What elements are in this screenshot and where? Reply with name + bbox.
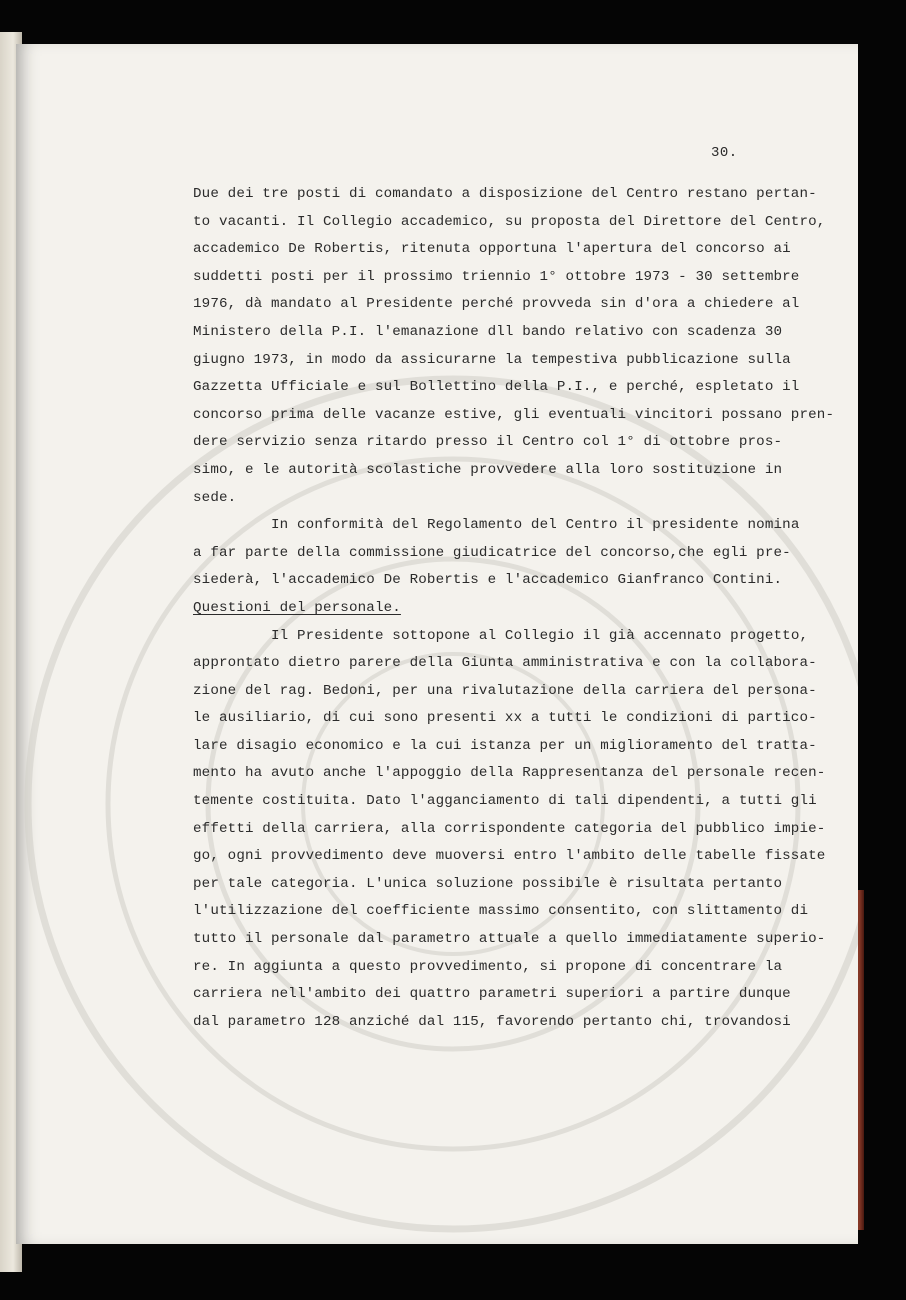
text-line: a far parte della commissione giudicatrice del concorso,che egli pre- (193, 544, 791, 561)
text-line: go, ogni provvedimento deve muoversi entro l'ambito delle tabelle fissate (193, 848, 826, 865)
text-line: tutto il personale dal parametro attuale a quello immediatamente superio- (193, 931, 826, 948)
text-line: concorso prima delle vacanze estive, gli eventuali vincitori possano pren- (193, 406, 835, 423)
text-line: dal parametro 128 anziché dal 115, favorendo pertanto chi, trovandosi (193, 1013, 791, 1030)
text-line: to vacanti. Il Collegio accademico, su proposta del Direttore del Centro, (193, 213, 826, 230)
text-line: sede. (193, 489, 237, 506)
text-line: lare disagio economico e la cui istanza per un miglioramento del tratta- (193, 737, 817, 754)
text-line: le ausiliario, di cui sono presenti xx a tutti le condizioni di partico- (193, 710, 817, 727)
text-line: giugno 1973, in modo da assicurarne la tempestiva pubblicazione sulla (193, 351, 791, 368)
text-line: In conformità del Regolamento del Centro il presidente nomina (271, 517, 800, 534)
text-line: Gazzetta Ufficiale e sul Bollettino della P.I., e perché, espletato il (193, 379, 800, 396)
text-line: l'utilizzazione del coefficiente massimo consentito, con slittamento di (193, 903, 809, 920)
text-line: approntato dietro parere della Giunta amministrativa e con la collabora- (193, 655, 817, 672)
text-line: suddetti posti per il prossimo triennio 1° ottobre 1973 - 30 settembre (193, 268, 800, 285)
text-line: simo, e le autorità scolastiche provvedere alla loro sostituzione in (193, 461, 783, 478)
text-line: siederà, l'accademico De Robertis e l'accademico Gianfranco Contini. (193, 572, 783, 589)
text-line: Il Presidente sottopone al Collegio il già accennato progetto, (271, 627, 809, 644)
text-line: carriera nell'ambito dei quattro parametri superiori a partire dunque (193, 986, 791, 1003)
text-line: dere servizio senza ritardo presso il Centro col 1° di ottobre pros- (193, 434, 783, 451)
text-line: Ministero della P.I. l'emanazione dll bando relativo con scadenza 30 (193, 323, 783, 340)
text-line: accademico De Robertis, ritenuta opportuna l'apertura del concorso ai (193, 241, 791, 258)
text-line: Due dei tre posti di comandato a disposizione del Centro restano pertan- (193, 186, 817, 202)
document-page (16, 44, 858, 1244)
text-line: per tale categoria. L'unica soluzione possibile è risultata pertanto (193, 875, 783, 892)
text-line: 1976, dà mandato al Presidente perché provveda sin d'ora a chiedere al (193, 296, 800, 313)
text-line: effetti della carriera, alla corrispondente categoria del pubblico impie- (193, 820, 826, 837)
text-line: re. In aggiunta a questo provvedimento, si propone di concentrare la (193, 958, 783, 975)
document-body (193, 181, 835, 1036)
text-line: zione del rag. Bedoni, per una rivalutazione della carriera del persona- (193, 682, 817, 699)
text-line: temente costituita. Dato l'agganciamento di tali dipendenti, a tutti gli (193, 793, 817, 810)
section-heading: Questioni del personale. (193, 599, 401, 616)
page-number: 30. (711, 145, 738, 161)
text-line: mento ha avuto anche l'appoggio della Rappresentanza del personale recen- (193, 765, 826, 782)
